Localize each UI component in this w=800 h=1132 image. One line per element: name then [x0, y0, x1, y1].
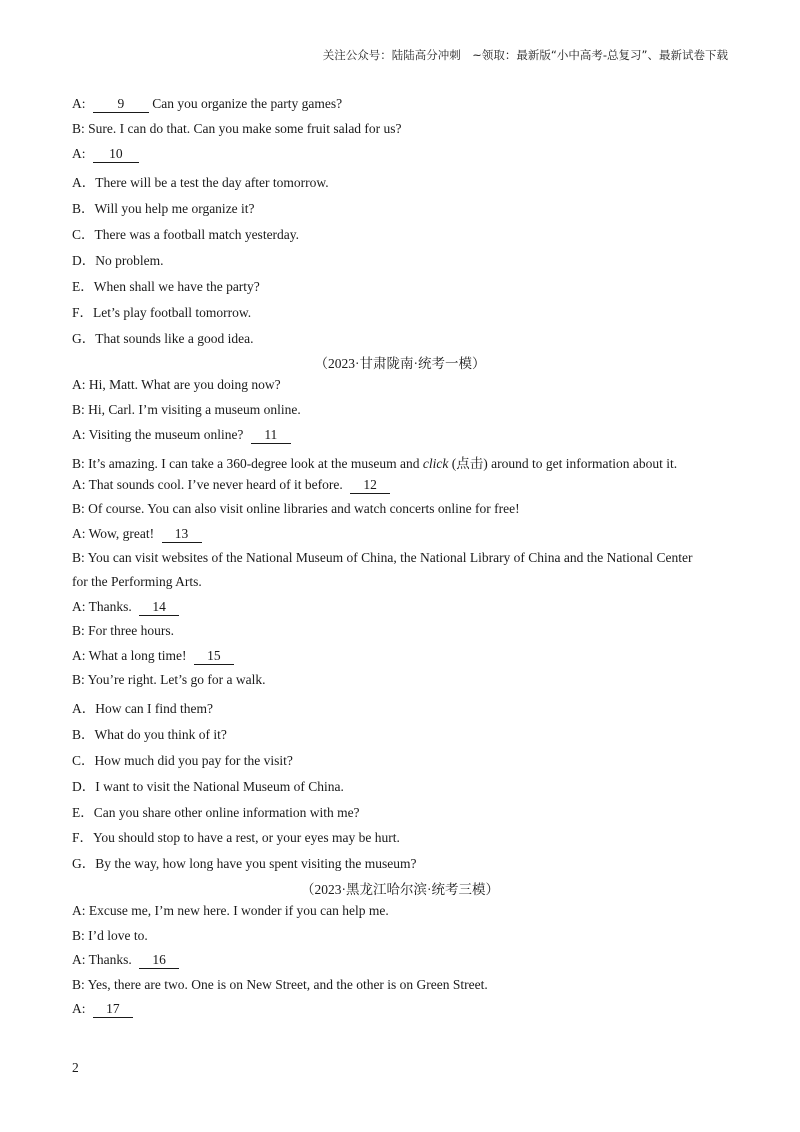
answer-blank-12: 12 [350, 478, 390, 494]
option-d: D．I want to visit the National Museum of China. [72, 779, 344, 794]
dialogue-line: A: Excuse me, I’m new here. I wonder if you can help me. [72, 903, 389, 918]
dialogue-line [72, 96, 342, 113]
dialogue-text: A: That sounds cool. I’ve never heard of it before. [72, 477, 347, 492]
answer-blank-10: 10 [93, 147, 139, 163]
option-c: C．How much did you pay for the visit? [72, 753, 293, 768]
dialogue-line [72, 526, 202, 543]
dialogue-line: B: Of course. You can also visit online libraries and watch concerts online for free! [72, 501, 520, 516]
answer-blank-16: 16 [139, 953, 179, 969]
speaker-text: A: [72, 146, 89, 161]
dialogue-text: Can you organize the party games? [148, 96, 343, 111]
dialogue-line [72, 452, 677, 472]
dialogue-line: A: Hi, Matt. What are you doing now? [72, 377, 281, 392]
option-a: A．There will be a test the day after tomorrow. [72, 175, 329, 190]
answer-blank-9: 9 [93, 97, 149, 113]
dialogue-text: A: Thanks. [72, 599, 136, 614]
dialogue-line: B: Sure. I can do that. Can you make some fruit salad for us? [72, 121, 402, 136]
option-g: G．By the way, how long have you spent visiting the museum? [72, 856, 417, 871]
dialogue-line [72, 952, 179, 969]
dialogue-text: B: It’s amazing. I can take a 360-degree look at the museum and [72, 456, 423, 471]
dialogue-line: B: Yes, there are two. One is on New Street, and the other is on Green Street. [72, 977, 488, 992]
option-d: D．No problem. [72, 253, 164, 268]
source-label: （2023·黑龙江哈尔滨·统考三模） [301, 882, 499, 897]
dialogue-text: A: Wow, great! [72, 526, 158, 541]
answer-blank-14: 14 [139, 600, 179, 616]
page-number: 2 [72, 1060, 79, 1075]
option-g: G．That sounds like a good idea. [72, 331, 254, 346]
option-b: B．Will you help me organize it? [72, 201, 255, 216]
answer-blank-11: 11 [251, 428, 291, 444]
option-f: F．You should stop to have a rest, or your eyes may be hurt. [72, 830, 400, 845]
answer-blank-17: 17 [93, 1002, 133, 1018]
source-label: （2023·甘肃陇南·统考一模） [314, 356, 486, 371]
dialogue-text: A: What a long time! [72, 648, 190, 663]
page-header: 关注公众号：陆陆高分冲刺 ~领取：最新版“小中高考-总复习”、最新试卷下载 [322, 48, 728, 62]
italic-word: click [422, 456, 449, 471]
option-b: B．What do you think of it? [72, 727, 227, 742]
answer-blank-15: 15 [194, 649, 234, 665]
option-a: A．How can I find them? [72, 701, 213, 716]
dialogue-line [72, 1001, 133, 1018]
answer-blank-13: 13 [162, 527, 202, 543]
dialogue-line [72, 477, 390, 494]
dialogue-line [72, 427, 291, 444]
option-f: F．Let’s play football tomorrow. [72, 305, 252, 320]
dialogue-text: A: [72, 1001, 89, 1016]
option-e: E．When shall we have the party? [72, 279, 260, 294]
dialogue-line: for the Performing Arts. [72, 574, 202, 589]
option-c: C．There was a football match yesterday. [72, 227, 300, 242]
dialogue-line [72, 599, 179, 616]
dialogue-text: (点击) around to get information about it. [448, 456, 678, 471]
speaker-text: A: [72, 96, 89, 111]
dialogue-line: B: For three hours. [72, 623, 174, 638]
dialogue-line [72, 146, 139, 163]
dialogue-line [72, 648, 234, 665]
dialogue-text: A: Visiting the museum online? [72, 427, 247, 442]
dialogue-text: A: Thanks. [72, 952, 136, 967]
dialogue-line: B: You’re right. Let’s go for a walk. [72, 672, 266, 687]
dialogue-line: B: Hi, Carl. I’m visiting a museum online. [72, 402, 301, 417]
dialogue-line: B: You can visit websites of the National Museum of China, the National Library of China and the National Center [72, 550, 693, 565]
option-e: E．Can you share other online information with me? [72, 805, 360, 820]
dialogue-line: B: I’d love to. [72, 928, 148, 943]
